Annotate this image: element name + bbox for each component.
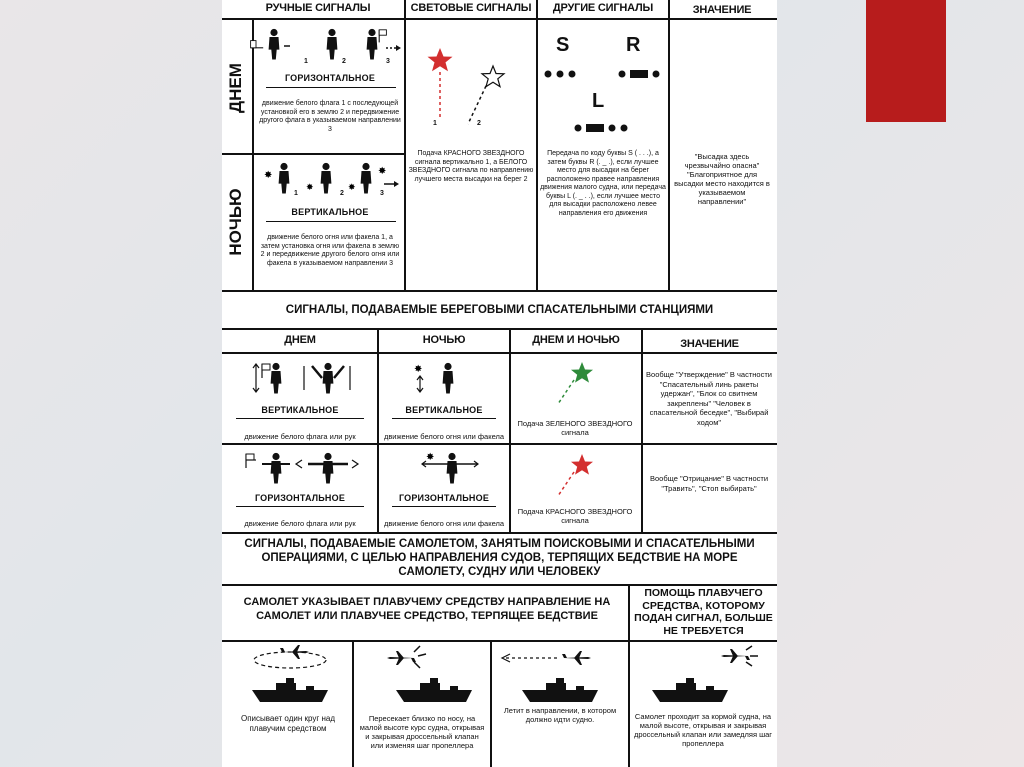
svg-text:✸: ✸ — [426, 452, 435, 463]
plane-title-rule — [222, 584, 777, 586]
white-star-icon — [482, 66, 504, 87]
morse-code-marks — [538, 60, 668, 140]
svg-text:✸: ✸ — [348, 183, 356, 193]
coast-meaning-negative: Вообще "Отрицание" В частности "Травить", "Стоп выбирать" — [649, 474, 769, 493]
plane-right-header: ПОМОЩЬ ПЛАВУЧЕГО СРЕДСТВА, КОТОРОМУ ПОДАН СИГНАЛ, БОЛЬШЕ НЕ ТРЕБУЕТСЯ — [634, 587, 773, 637]
coast-day-horizontal-title: ГОРИЗОНТАЛЬНОЕ — [254, 493, 346, 503]
night-fig-number-1: 1 — [294, 190, 298, 197]
coast-col-divider-3 — [641, 328, 643, 532]
plane-caption-astern: Самолет проходит за кормой судна, на малой высоте, открывая и закрывая дроссельный клапан или замедляя шаг пропеллера — [633, 712, 773, 748]
coast-col-divider-1 — [377, 328, 379, 532]
night-caption: движение белого огня или факела 1, а затем установка огня или факела в землю 2 и передвижение другого белого огня или факела в указываемом направлении 3 — [260, 234, 400, 267]
plane-crossing-scene — [362, 646, 486, 710]
red-star-icon — [428, 48, 453, 71]
plane-circle-scene — [232, 646, 350, 710]
top-col-divider-2 — [536, 0, 538, 290]
svg-text:✸: ✸ — [414, 364, 423, 375]
star-number-1: 1 — [433, 120, 437, 127]
coast-title-rule — [222, 328, 777, 330]
svg-text:✸: ✸ — [378, 166, 387, 177]
coast-day-horizontal-figures — [242, 450, 362, 486]
star-number-2: 2 — [477, 120, 481, 127]
night-fig-number-2: 2 — [340, 190, 344, 197]
coast-night-vertical-caption: движение белого огня или факела — [383, 432, 505, 441]
coast-header-day-night: ДНЕМ И НОЧЬЮ — [532, 334, 620, 346]
plane-caption-circle: Описывает один круг над плавучим средством — [240, 714, 336, 733]
header-meaning: ЗНАЧЕНИЕ — [692, 4, 752, 16]
header-hand-signals: РУЧНЫЕ СИГНАЛЫ — [265, 2, 371, 14]
coast-night-vertical-figure — [412, 360, 482, 396]
letter-s: S — [556, 34, 570, 56]
light-caption: Подача КРАСНОГО ЗВЕЗДНОГО сигнала вертикально 1, а БЕЛОГО ЗВЕЗДНОГО сигнала по направлению лучшего места высадки на берег 2 — [408, 150, 534, 183]
red-star-signal — [532, 450, 612, 500]
coast-header-day: ДНЕМ — [284, 334, 316, 346]
coast-night-horizontal-caption: движение белого огня или факела — [383, 519, 505, 528]
day-fig-number-3: 3 — [386, 58, 390, 65]
plane-astern-scene — [636, 646, 774, 710]
coast-night-horizontal-rule — [392, 506, 496, 507]
coast-header-meaning: ЗНАЧЕНИЕ — [680, 338, 739, 350]
day-title: ГОРИЗОНТАЛЬНОЕ — [284, 73, 376, 83]
plane-caption-crossing: Пересекает близко по носу, на малой высоте курс судна, открывая и закрывая дроссельный клапан или изменяя шаг пропеллера — [359, 714, 485, 750]
coast-day-vertical-title: ВЕРТИКАЛЬНОЕ — [261, 405, 339, 415]
coast-meaning-affirmative: Вообще "Утверждение" В частности "Спасательный линь ракеты удержан", "Блок со свитнем закреплены" "Человек в спасательной беседке", "Выбирай ходом" — [646, 370, 772, 427]
coast-day-vertical-rule — [236, 418, 364, 419]
coast-night-horizontal-title: ГОРИЗОНТАЛЬНОЕ — [398, 493, 490, 503]
night-label: НОЧЬЮ — [226, 188, 245, 256]
header-other-signals: ДРУГИЕ СИГНАЛЫ — [552, 2, 654, 14]
night-title-rule — [266, 221, 396, 222]
plane-header-divider — [628, 584, 630, 767]
coast-night-vertical-rule — [392, 418, 496, 419]
red-star-icon — [571, 454, 593, 475]
coast-night-vertical-title: ВЕРТИКАЛЬНОЕ — [405, 405, 483, 415]
coast-green-star-caption: Подача ЗЕЛЕНОГО ЗВЕЗДНОГО сигнала — [517, 419, 633, 437]
svg-text:✸: ✸ — [306, 183, 314, 193]
svg-text:✸: ✸ — [264, 170, 273, 181]
night-fig-number-3: 3 — [380, 190, 384, 197]
coast-night-horizontal-figure — [418, 450, 488, 486]
coast-day-horizontal-caption: движение белого флага или рук — [244, 519, 356, 528]
top-meaning: "Высадка здесь чрезвычайно опасна" "Благоприятное для высадки место находится в указываемом направлении" — [674, 152, 770, 206]
night-title: ВЕРТИКАЛЬНОЕ — [291, 207, 369, 217]
plane-section-title: СИГНАЛЫ, ПОДАВАЕМЫЕ САМОЛЕТОМ, ЗАНЯТЫМ ПОИСКОВЫМИ И СПАСАТЕЛЬНЫМИ ОПЕРАЦИЯМИ, С ЦЕЛЬЮ НАПРАВЛЕНИЯ СУДОВ, ТЕРПЯЩИХ БЕДСТВИЕ НА МОРЕ САМОЛЕТУ, СУДНУ ИЛИ ЧЕЛОВЕКУ — [244, 538, 755, 578]
coast-row-divider — [222, 443, 777, 445]
plane-caption-direction: Летит в направлении, в котором должно идти судно. — [503, 706, 617, 724]
day-fig-number-2: 2 — [342, 58, 346, 65]
coast-red-star-caption: Подача КРАСНОГО ЗВЕЗДНОГО сигнала — [517, 507, 633, 525]
coast-table-bottom-rule — [222, 532, 777, 534]
signal-chart-sheet — [222, 0, 777, 767]
coast-day-vertical-figures — [242, 360, 362, 396]
coast-col-divider-2 — [509, 328, 511, 532]
plane-header-rule — [222, 640, 777, 642]
other-caption: Передача по коду буквы S ( . . .), а затем буквы R (. _ .), если лучшее место для высадки на берег расположено правее направления движения малого судна, или передача буквы L (. _ . .), если лучшее место для высадки расположено левее направления его движения — [540, 150, 666, 217]
day-label: ДНЕМ — [226, 63, 245, 113]
coast-day-horizontal-rule — [236, 506, 364, 507]
day-fig-number-1: 1 — [304, 58, 308, 65]
letter-l: L — [592, 90, 605, 112]
plane-col-divider-2 — [490, 640, 492, 767]
coast-header-night: НОЧЬЮ — [422, 334, 466, 346]
plane-col-divider-1 — [352, 640, 354, 767]
day-caption: движение белого флага 1 с последующей установкой его в землю 2 и передвижение другого флага в указываемом направлении 3 — [259, 100, 401, 133]
coast-header-rule — [222, 352, 777, 354]
green-star-icon — [571, 362, 593, 383]
top-table-bottom-rule — [222, 290, 777, 292]
day-title-rule — [266, 87, 396, 88]
green-star-signal — [532, 358, 612, 408]
plane-left-header: САМОЛЕТ УКАЗЫВАЕТ ПЛАВУЧЕМУ СРЕДСТВУ НАПРАВЛЕНИЕ НА САМОЛЕТ ИЛИ ПЛАВУЧЕЕ СРЕДСТВО, ТЕРПЯЩЕЕ БЕДСТВИЕ — [243, 596, 611, 622]
coast-section-title: СИГНАЛЫ, ПОДАВАЕМЫЕ БЕРЕГОВЫМИ СПАСАТЕЛЬНЫМИ СТАНЦИЯМИ — [285, 304, 714, 316]
light-signal-stars — [406, 20, 536, 140]
day-flag-figures — [262, 26, 402, 70]
red-accent-block — [866, 0, 946, 122]
plane-direction-scene — [498, 646, 622, 710]
letter-r: R — [626, 34, 641, 56]
header-light-signals: СВЕТОВЫЕ СИГНАЛЫ — [410, 2, 532, 14]
day-night-divider — [222, 153, 404, 155]
top-col-divider-3 — [668, 0, 670, 290]
coast-day-vertical-caption: движение белого флага или рук — [244, 432, 356, 441]
